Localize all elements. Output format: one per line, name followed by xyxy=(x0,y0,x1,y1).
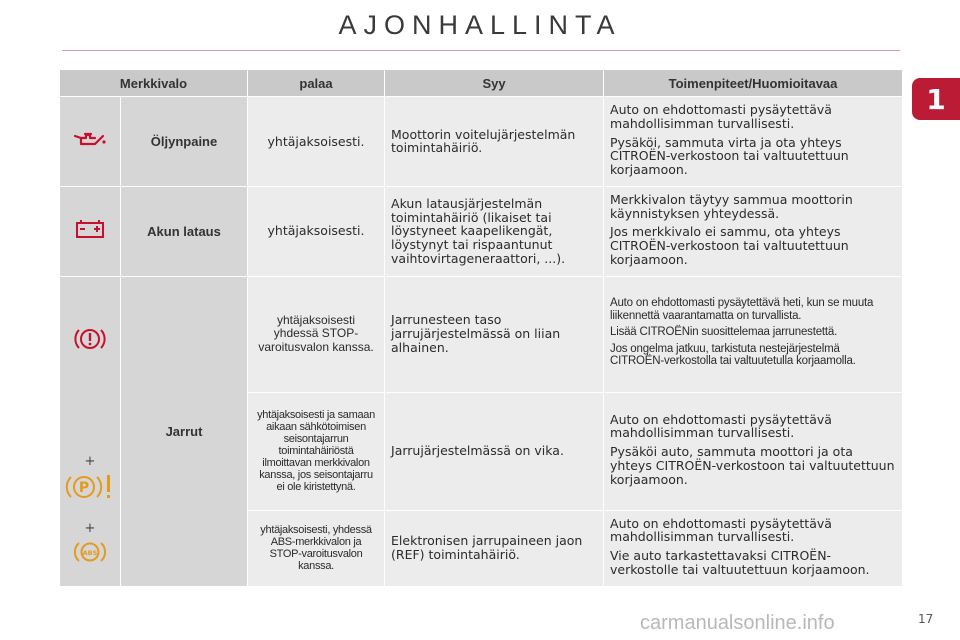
brake-system-cause-cell: Jarrujärjestelmässä on vika. xyxy=(385,392,604,510)
battery-cause-cell: Akun latausjärjestelmän toimintahäiriö (likaiset tai löystyneet kaapelikengät, löystynyt tai rispaantunut vaihtovirtageneraattori, ...). xyxy=(385,186,604,276)
table-row-brake-fluid xyxy=(60,276,903,392)
table-row-oil xyxy=(60,97,903,187)
parking-brake-fault-icon xyxy=(64,471,116,507)
plus-sign: + xyxy=(84,454,96,469)
title-divider xyxy=(62,50,900,51)
action-text: Merkkivalon täytyy sammua moottorin käynnistyksen yhteydessä. xyxy=(610,191,853,221)
brake-warning-name: Jarrut xyxy=(121,276,248,586)
table-row-battery xyxy=(60,186,903,276)
action-text: Auto on ehdottomasti pysäytettävä mahdollisimman turvallisesti. xyxy=(610,102,832,131)
brake-symbols-cell xyxy=(60,276,121,586)
brake-fluid-lit-cell: yhtäjaksoisesti yhdessä STOP-varoitusvalon kanssa. xyxy=(248,276,385,392)
warning-lights-table xyxy=(59,69,903,587)
ref-cause-cell: Elektronisen jarrupaineen jaon (REF) toimintahäiriö. xyxy=(385,510,604,586)
action-text: Auto on ehdottomasti pysäytettävä heti, kun se muuta liikennettä vaarantamatta on turvallista. xyxy=(610,296,874,322)
battery-action-cell xyxy=(604,186,903,276)
battery-icon xyxy=(75,219,105,243)
column-header-lit: palaa xyxy=(248,70,385,97)
battery-lit-cell: yhtäjaksoisesti. xyxy=(248,186,385,276)
brake-system-action-cell xyxy=(604,392,903,510)
page-number: 17 xyxy=(918,612,934,626)
brake-warning-icon xyxy=(73,324,107,358)
action-text: Vie auto tarkastettavaksi CITROËN-verkostolle tai valtuutettuun korjaamoon. xyxy=(610,548,870,577)
column-header-lamp: Merkkivalo xyxy=(60,70,248,97)
table-header-row xyxy=(60,70,903,97)
ref-lit-cell: yhtäjaksoisesti, yhdessä ABS-merkkivalon ja STOP-varoitusvalon kanssa. xyxy=(248,510,385,586)
plus-sign: + xyxy=(84,521,96,536)
brake-fluid-action-cell xyxy=(604,276,903,392)
action-text: Auto on ehdottomasti pysäytettävä mahdollisimman turvallisesti. xyxy=(610,411,832,441)
action-text: Auto on ehdottomasti pysäytettävä mahdollisimman turvallisesti. xyxy=(610,515,832,545)
column-header-cause: Syy xyxy=(385,70,604,97)
watermark: carmanualsonline.info xyxy=(640,612,835,634)
page-title: AJONHALLINTA xyxy=(338,10,622,40)
oil-cause-cell: Moottorin voitelujärjestelmän toimintahäiriö. xyxy=(385,97,604,187)
battery-warning-name: Akun lataus xyxy=(121,186,248,276)
ref-action-cell xyxy=(604,510,903,586)
battery-symbol-cell xyxy=(60,186,121,276)
oil-can-icon xyxy=(73,130,107,152)
abs-icon xyxy=(73,538,107,570)
oil-warning-name: Öljynpaine xyxy=(121,97,248,187)
svg-text:ABS: ABS xyxy=(82,549,98,557)
column-header-action: Toimenpiteet/Huomioitavaa xyxy=(604,70,903,97)
oil-lit-cell: yhtäjaksoisesti. xyxy=(248,97,385,187)
action-text: Pysäköi, sammuta virta ja ota yhteys CITROËN-verkostoon tai valtuutettuun korjaamoon. xyxy=(610,134,849,177)
action-text: Lisää CITROËNin suosittelemaa jarrunestettä. xyxy=(610,326,838,339)
brake-system-lit-cell: yhtäjaksoisesti ja samaan aikaan sähkötoimisen seisontajarrun toimintahäiriöstä ilmoittavan merkkivalon kanssa, jos seisontajarru ei ole kiristettynä. xyxy=(248,392,385,510)
brake-fluid-cause-cell: Jarrunesteen taso jarrujärjestelmässä on liian alhainen. xyxy=(385,276,604,392)
oil-symbol-cell xyxy=(60,97,121,187)
action-text: Jos merkkivalo ei sammu, ota yhteys CITROËN-verkostoon tai valtuutettuun korjaamoon. xyxy=(610,224,849,267)
chapter-tab: 1 xyxy=(912,78,960,120)
action-text: Jos ongelma jatkuu, tarkistuta nestejärjestelmä CITROËN-verkostolla tai valtuutetulla korjaamolla. xyxy=(610,342,856,368)
svg-text:P: P xyxy=(78,480,90,496)
oil-action-cell xyxy=(604,97,903,187)
action-text: Pysäköi auto, sammuta moottori ja ota yhteys CITROËN-verkostoon tai valtuutettuun korjaamoon. xyxy=(610,444,895,487)
